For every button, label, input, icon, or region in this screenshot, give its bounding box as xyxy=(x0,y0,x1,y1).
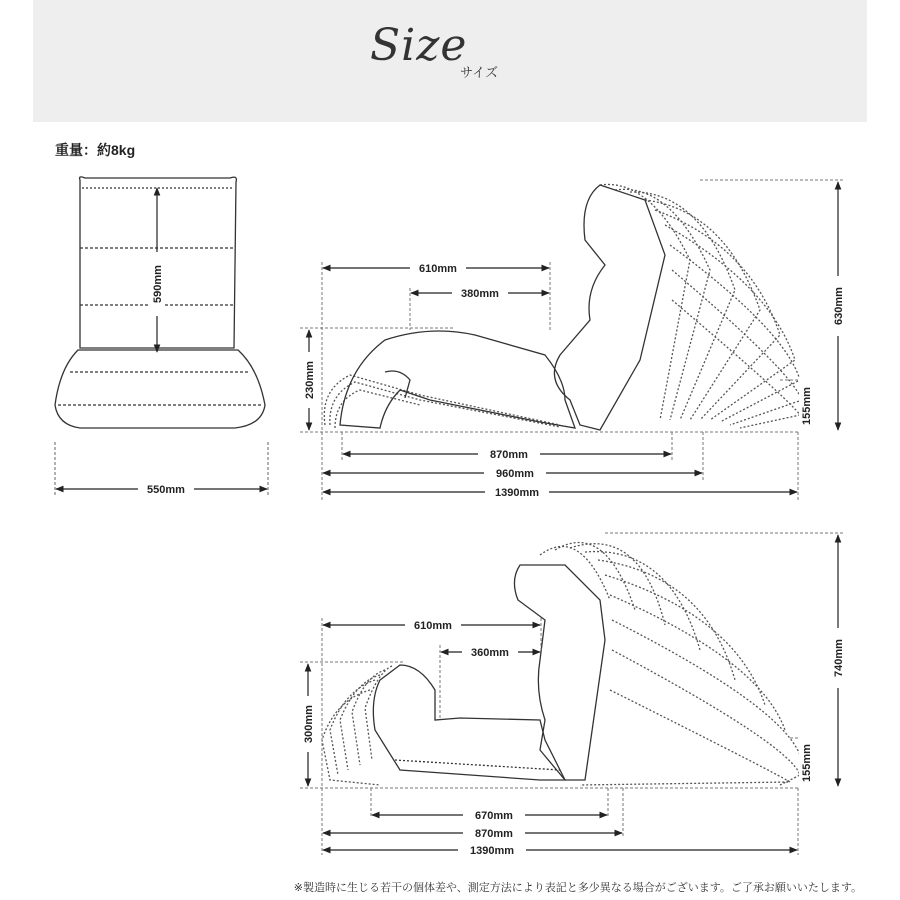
front-height-label: 590mm xyxy=(152,265,164,303)
side-2-610-label: 610mm xyxy=(414,620,452,632)
side-2-dimension-lines xyxy=(308,535,838,850)
side-1-870-label: 870mm xyxy=(490,449,528,461)
side-1-230-label: 230mm xyxy=(304,361,316,399)
side-1-155-label: 155mm xyxy=(801,387,813,425)
title-kana: サイズ xyxy=(460,65,498,80)
title-script: Size xyxy=(370,20,468,71)
side-1-1390-label: 1390mm xyxy=(494,487,540,499)
side-2-740-label: 740mm xyxy=(833,639,845,677)
front-width-label: 550mm xyxy=(147,484,185,496)
side-2-870-label: 870mm xyxy=(475,828,513,840)
side-2-extension-lines xyxy=(300,533,845,855)
side-2-300-label: 300mm xyxy=(303,705,315,743)
side-view-1-chair xyxy=(324,184,802,430)
side-2-670-label: 670mm xyxy=(475,810,513,822)
side-2-1390-label: 1390mm xyxy=(469,845,515,857)
footnote: ※製造時に生じる若干の個体差や、測定方法により表記と多少異なる場合がございます。ご了承お願いいたします。 xyxy=(293,882,862,894)
side-1-dimension-lines xyxy=(309,182,838,492)
side-view-2-chair xyxy=(322,543,800,786)
side-2-360-label: 360mm xyxy=(471,647,509,659)
side-2-155-label: 155mm xyxy=(801,744,813,782)
weight-label: 重量：約8kg xyxy=(55,142,136,158)
side-1-380-label: 380mm xyxy=(461,288,499,300)
side-1-630-label: 630mm xyxy=(833,287,845,325)
side-2-label-masks xyxy=(301,618,845,857)
side-1-960-label: 960mm xyxy=(496,468,534,480)
side-1-610-label: 610mm xyxy=(419,263,457,275)
